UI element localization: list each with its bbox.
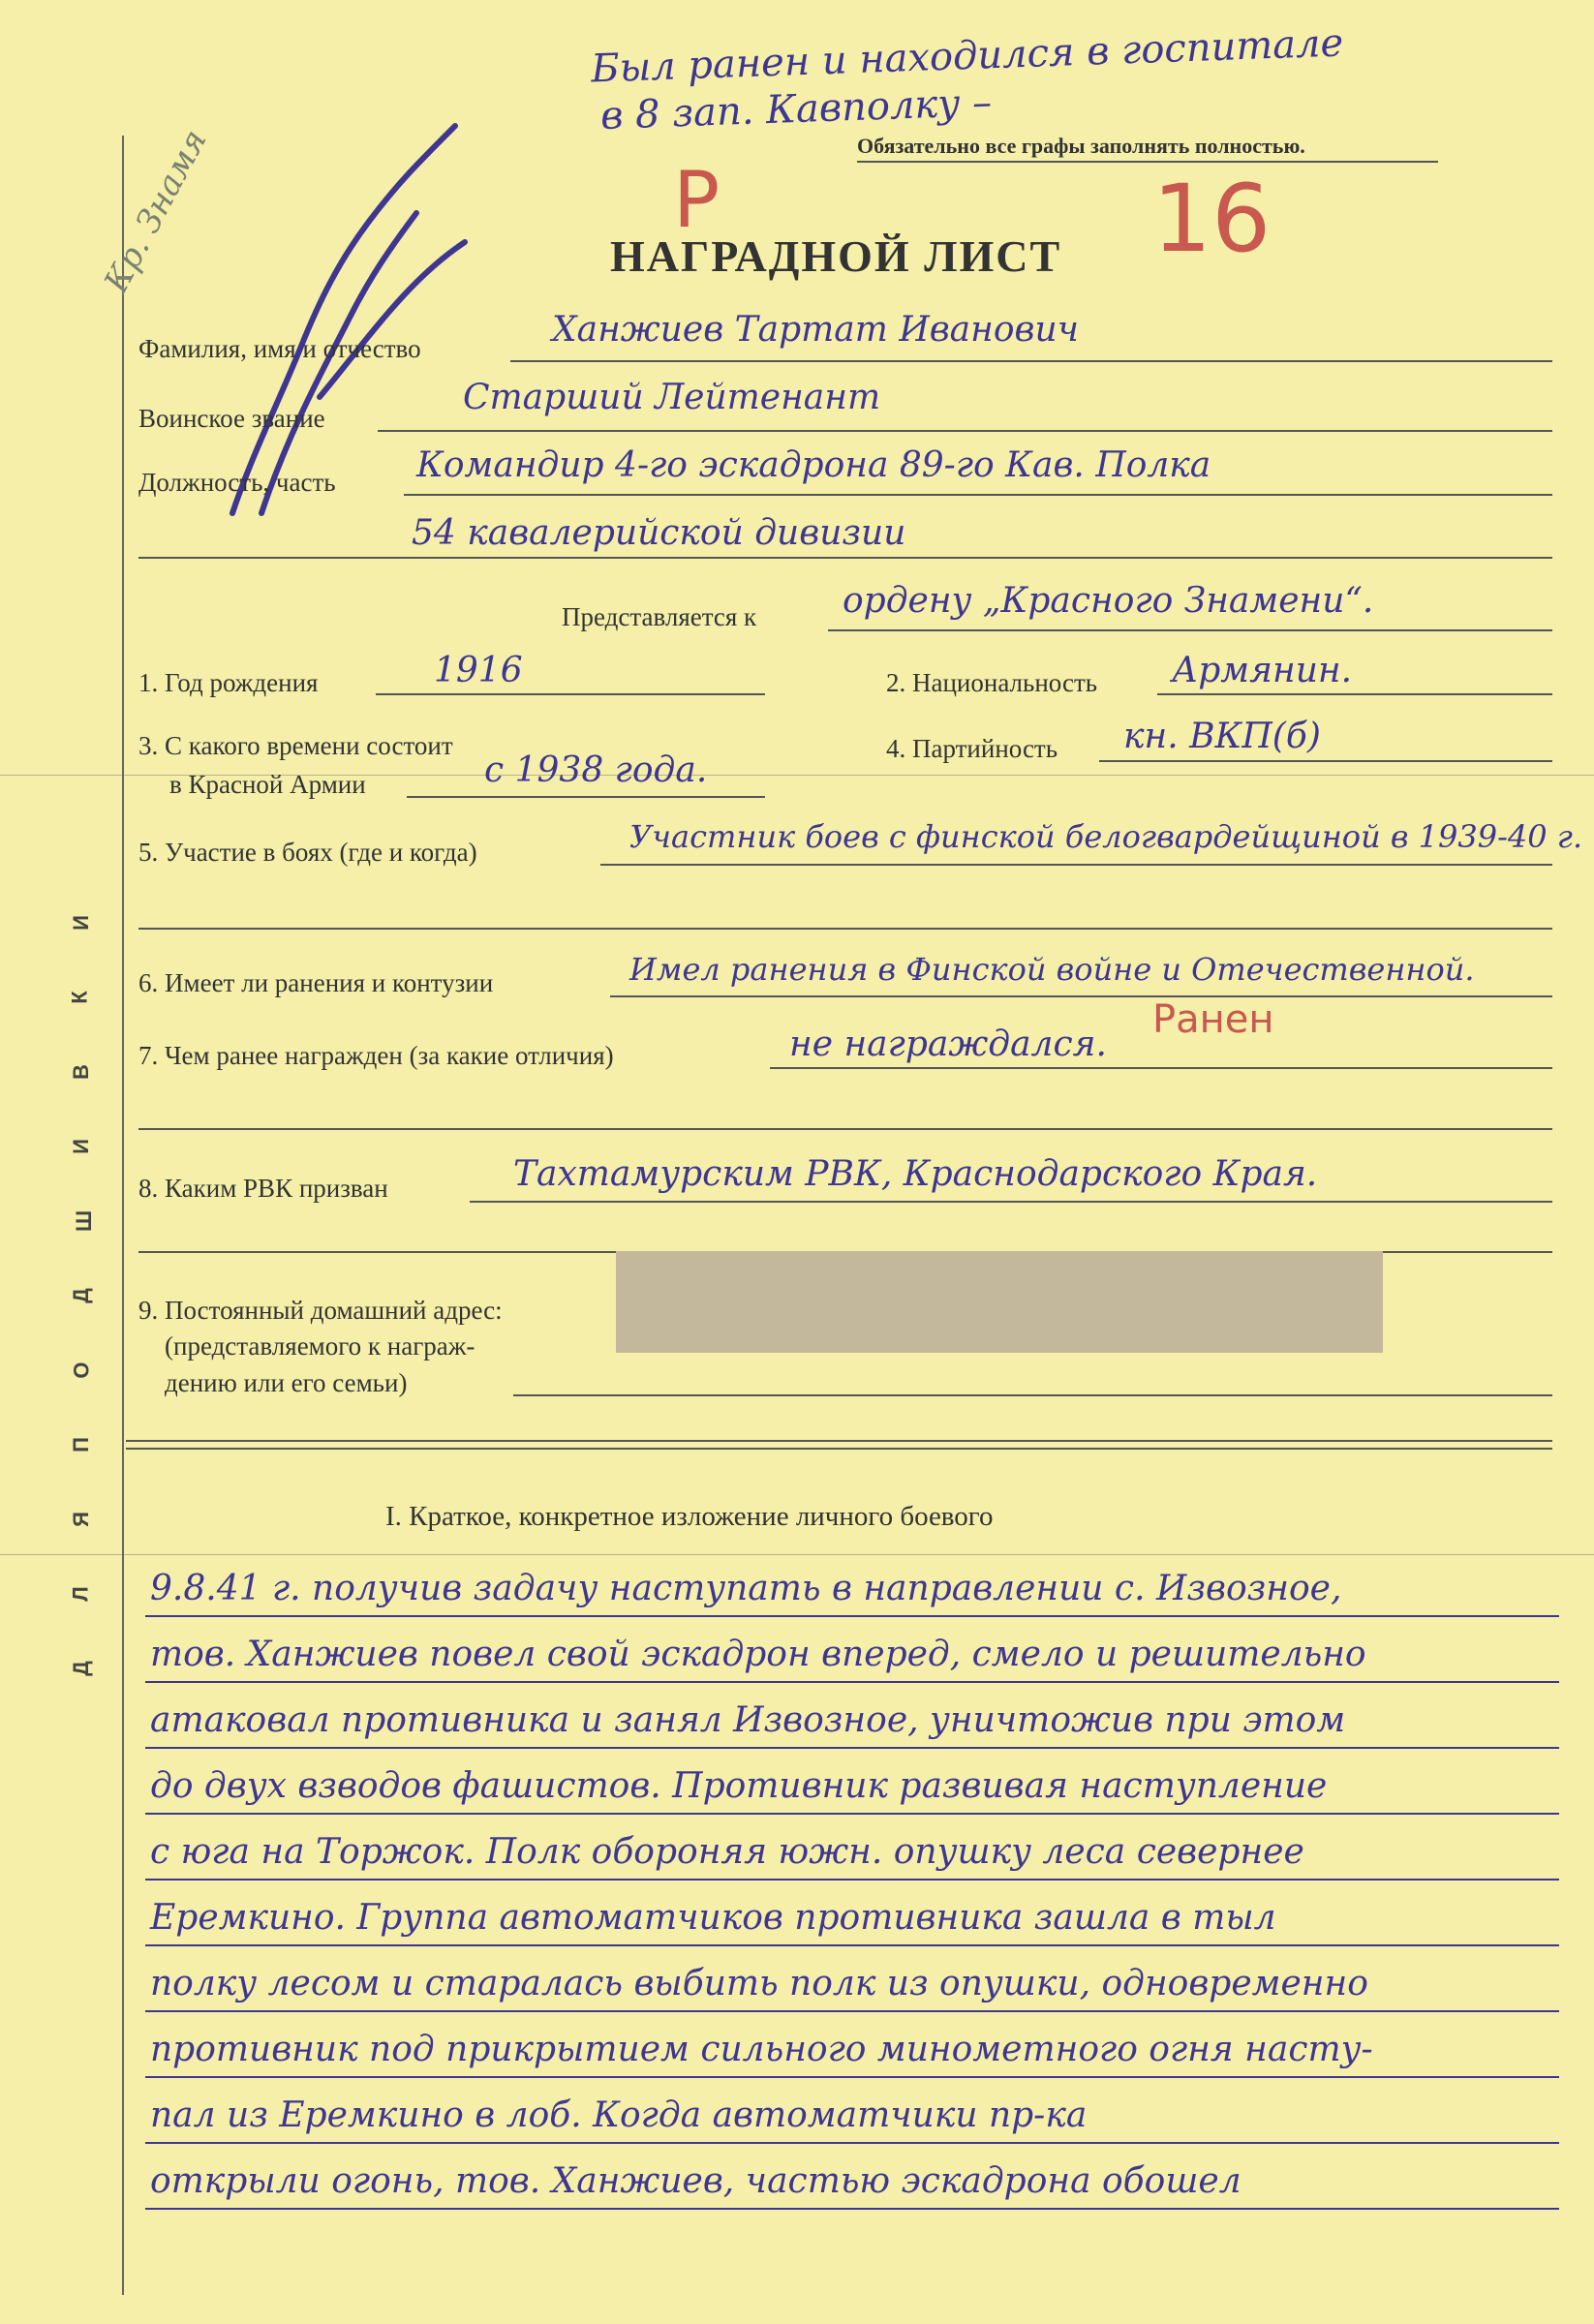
narrative-line: атаковал противника и занял Извозное, уничтожив при этом — [150, 1700, 1346, 1740]
position-line — [404, 494, 1552, 496]
battles-line-2 — [138, 928, 1552, 930]
narrative-underline — [145, 1681, 1559, 1683]
name-value: Ханжиев Тартат Иванович — [552, 310, 1080, 350]
awards-line-2 — [138, 1128, 1552, 1130]
narrative-line: до двух взводов фашистов. Противник развивая наступление — [150, 1766, 1328, 1806]
narrative-underline — [145, 1813, 1559, 1815]
narrative-line: тов. Ханжиев повел свой эскадрон вперед, смело и решительно — [150, 1635, 1366, 1674]
margin-letter: Д — [68, 1661, 93, 1676]
narrative-underline — [145, 2010, 1559, 2012]
party-label: 4. Партийность — [886, 734, 1058, 763]
narrative-line: полку лесом и старалась выбить полк из опушки, одновременно — [150, 1964, 1368, 2003]
red-letter-mark: Р — [673, 155, 720, 245]
name-line — [510, 360, 1552, 362]
birth-line — [376, 693, 765, 695]
instruction-underline — [857, 161, 1438, 163]
narrative-underline — [145, 2208, 1559, 2210]
wounds-value: Имел ранения в Финской войне и Отечественной. — [629, 951, 1475, 988]
position-label: Должность, часть — [138, 468, 336, 497]
wounds-label: 6. Имеет ли ранения и контузии — [138, 968, 494, 997]
birth-label: 1. Год рождения — [138, 668, 319, 697]
birth-value: 1916 — [434, 651, 523, 690]
margin-letter: И — [68, 1139, 93, 1154]
address-label-line2: (представляемого к награж- — [165, 1331, 475, 1361]
address-line — [513, 1394, 1552, 1396]
narrative-underline — [145, 1615, 1559, 1617]
party-value: кн. ВКП(б) — [1123, 717, 1321, 756]
position-value-line2: 54 кавалерийской дивизии — [412, 513, 906, 553]
rvk-line — [470, 1201, 1552, 1203]
position-value-line1: Командир 4-го эскадрона 89-го Кав. Полка — [416, 445, 1211, 485]
margin-letter: П — [68, 1437, 93, 1452]
narrative-underline — [145, 1747, 1559, 1749]
narrative-underline — [145, 2076, 1559, 2078]
rvk-label: 8. Каким РВК призван — [138, 1174, 388, 1203]
position-line-2 — [138, 557, 1552, 559]
margin-letter: Я — [68, 1512, 93, 1527]
rank-label: Воинское звание — [138, 404, 325, 433]
awards-value: не награждался. — [789, 1024, 1107, 1064]
narrative-line: с юга на Торжок. Полк обороняя южн. опушку леса севернее — [150, 1832, 1304, 1872]
top-handwritten-note-line1: Был ранен и находился в госпитале — [590, 20, 1344, 92]
narrative-underline — [145, 1879, 1559, 1881]
redacted-address-block — [616, 1251, 1383, 1353]
section-heading: I. Краткое, конкретное изложение личного боевого — [385, 1501, 994, 1532]
nationality-value: Армянин. — [1172, 651, 1353, 690]
narrative-line: Еремкино. Группа автоматчиков противника зашла в тыл — [150, 1898, 1276, 1938]
battles-label: 5. Участие в боях (где и когда) — [138, 838, 477, 867]
instruction-text: Обязательно все графы заполнять полностью. — [857, 134, 1305, 158]
awards-label: 7. Чем ранее награжден (за какие отличия) — [138, 1041, 614, 1070]
rank-line — [378, 430, 1552, 432]
party-line — [1099, 760, 1552, 762]
margin-letter: Д — [68, 1288, 93, 1303]
document-title: НАГРАДНОЙ ЛИСТ — [610, 231, 1062, 281]
margin-letter: В — [68, 1064, 93, 1080]
section-separator-top — [126, 1440, 1552, 1442]
wounds-red-note: Ранен — [1152, 997, 1274, 1042]
top-handwritten-note-line2: в 8 зап. Кавполку – — [599, 79, 993, 139]
narrative-line: противник под прикрытием сильного минометного огня насту- — [150, 2030, 1373, 2069]
section-separator-bottom — [126, 1448, 1552, 1450]
fold-line — [0, 1554, 1594, 1555]
margin-letter: К — [67, 991, 92, 1004]
rank-value: Старший Лейтенант — [463, 378, 881, 417]
margin-pencil-note: Кр. Знамя — [97, 123, 215, 299]
narrative-underline — [145, 2142, 1559, 2144]
margin-border — [122, 136, 124, 2295]
service-value: с 1938 года. — [484, 750, 708, 790]
battles-value: Участник боев с финской белогвардейщиной в 1939-40 г. — [629, 818, 1583, 855]
nationality-line — [1157, 693, 1552, 695]
margin-letter: Л — [68, 1586, 93, 1602]
nominated-label: Представляется к — [562, 602, 757, 631]
name-label: Фамилия, имя и отчество — [138, 334, 421, 363]
margin-letter: О — [69, 1361, 94, 1379]
nominated-value: ордену „Красного Знамени“. — [843, 581, 1374, 621]
margin-letter: Ш — [72, 1209, 97, 1233]
awards-line — [770, 1067, 1552, 1069]
rvk-value: Тахтамурским РВК, Краснодарского Края. — [513, 1154, 1318, 1194]
wounds-line — [610, 995, 1552, 997]
narrative-line: пал из Еремкино в лоб. Когда автоматчики пр-ка — [150, 2095, 1088, 2135]
address-label-line1: 9. Постоянный домашний адрес: — [138, 1296, 503, 1325]
narrative-line: открыли огонь, тов. Ханжиев, частью эскадрона обошел — [150, 2161, 1241, 2201]
service-label-line2: в Красной Армии — [169, 770, 366, 799]
service-label-line1: 3. С какого времени состоит — [138, 731, 453, 760]
battles-line — [600, 864, 1552, 866]
nominated-line — [828, 629, 1552, 631]
address-label-line3: дению или его семьи) — [165, 1368, 408, 1397]
red-number-mark: 16 — [1152, 165, 1272, 273]
narrative-underline — [145, 1944, 1559, 1946]
nationality-label: 2. Национальность — [886, 668, 1098, 697]
narrative-line: 9.8.41 г. получив задачу наступать в направлении с. Извозное, — [150, 1569, 1342, 1608]
margin-letter: И — [68, 915, 93, 931]
service-line — [407, 796, 765, 798]
